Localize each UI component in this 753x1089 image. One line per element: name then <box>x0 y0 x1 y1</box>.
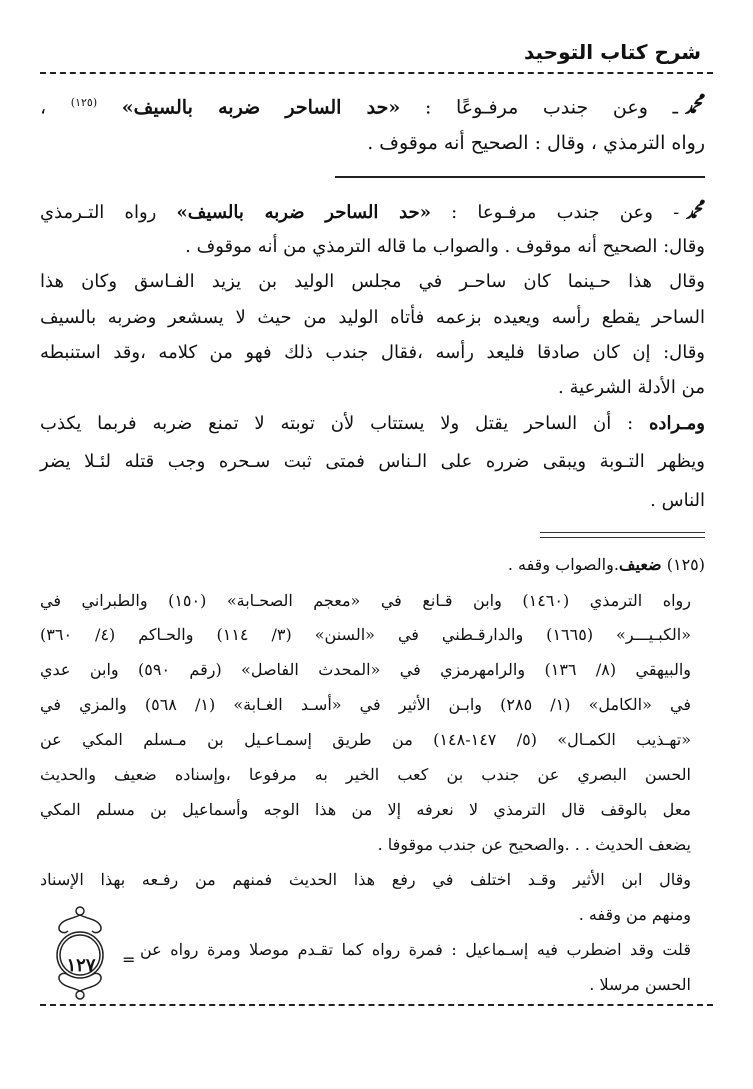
header-dashed-rule <box>40 72 713 74</box>
commentary-line-3: وقال هذا حـينما كان ساحـر في مجلس الوليد بن يزيد الفـاسق وكان هذا <box>40 271 705 292</box>
quote-prefix: ـ وعن جندب مرفـوعًا : <box>424 96 679 119</box>
footnote-line-5: في «الكامل» (١/ ٢٨٥) وابـن الأثير في «أسـد الغـابة» (١/ ٥٦٨) والمزي في <box>40 695 691 714</box>
footnote-line-4: والبيهقي (٨/ ١٣٦) والرامهرمزي في «المحدث الفاصل» (رقم ٥٩٠) وابن عدي <box>40 660 691 679</box>
quote-line-1 <box>40 88 705 122</box>
commentary-line-1 <box>40 198 705 228</box>
commentary-line-7-rest: : أن الساحر يقتل ولا يستتاب لأن توبته لا تمنع ضربه فربما يكذب <box>40 413 634 434</box>
footnote-number: (١٢٥) <box>666 555 705 574</box>
hadith-marker-icon: ﷴ <box>684 96 705 119</box>
commentary-line-4: الساحر يقطع رأسه ويعيده بزعمه فأتاه الوليد من حيث لا يسشعر وضربه بالسيف <box>40 307 705 328</box>
commentary-label: ومـراده <box>649 413 705 434</box>
commentary-line-8: ويظهر التـوبة ويبقى ضرره على الـناس فمتى ثبت سـحره وجب قتله لئـلا يضر <box>40 451 705 472</box>
footnote-line-13: الحسن مرسلا . <box>589 975 691 994</box>
footnote-line-2: رواه الترمذي (١٤٦٠) وابن قـانع في «معجم الصحـابة» (١٥٠) والطبراني في <box>40 591 692 610</box>
footnote-grade: ضعيف <box>618 555 662 574</box>
commentary-hadith-text: «حد الساحر ضربه بالسيف» <box>176 202 431 223</box>
footer-dashed-rule <box>40 1004 713 1006</box>
footnote-line-8: معل بالوقف قال الترمذي لا نعرفه إلا من هذا الوجه وأسماعيل بن مسلم المكي <box>40 800 691 819</box>
page-number-ornament-icon <box>50 905 110 1001</box>
hadith-marker-icon-2: ﷴ <box>685 202 705 223</box>
commentary-line-5: وقال: إن كان صادقا فليعد رأسه ،فقال جندب ذلك فهو من كلامه ،وقد استنبطه <box>40 342 705 363</box>
continuation-mark: = <box>122 950 136 969</box>
footnote-line-3: «الكبـيـــر» (١٦٦٥) والدارقـطني في «السنن» (٣/ ١١٤) والحـاكم (٤/ ٣٦٠) <box>40 625 692 644</box>
page-number: ١٢٧ <box>66 955 96 976</box>
running-header-title: شرح كتاب التوحيد <box>523 40 701 64</box>
quote-separator-rule <box>335 176 705 178</box>
quote-line-2: رواه الترمذي ، وقال : الصحيح أنه موقوف . <box>367 132 705 154</box>
footnote-line-1-rest: .والصواب وقفه . <box>507 555 619 574</box>
footnote-line-10: وقال ابن الأثير وقـد اختلف في رفع هذا الحديث فمنهم من رفـعه بهذا الإسناد <box>40 870 691 889</box>
quote-hadith-text: «حد الساحر ضربه بالسيف» <box>121 96 401 119</box>
quote-suffix: ، <box>40 96 47 119</box>
commentary-line-7 <box>40 409 705 439</box>
footnote-line-1 <box>40 550 705 580</box>
footnote-line-9: يضعف الحديث . . .والصحيح عن جندب موقوفا . <box>377 835 691 854</box>
commentary-line-9: الناس . <box>650 490 705 511</box>
commentary-prefix: - وعن جندب مرفـوعا : <box>451 202 680 223</box>
footnote-line-12: قلت وقد اضطرب فيه إسـماعيل : فمرة رواه كما تقـدم موصلا ومرة رواه عن <box>140 940 691 959</box>
commentary-line-6: من الأدلة الشرعية . <box>558 377 705 398</box>
footnote-line-7: الحسن البصري عن جندب بن كعب الخير به مرفوعا ،وإسناده ضعيف والحديث <box>40 765 691 784</box>
footnote-ref: (١٢٥) <box>70 96 98 109</box>
commentary-line-2: وقال: الصحيح أنه موقوف . والصواب ما قاله الترمذي من أنه موقوف . <box>185 236 705 257</box>
footnote-line-6: «تهـذيب الكمـال» (٥/ ١٤٧-١٤٨) من طريق إسمـاعـيل بن مـسلم المكي عن <box>40 730 692 749</box>
footnote-separator-rule <box>540 532 705 538</box>
footnote-line-11: ومنهم من وقفه . <box>578 905 691 924</box>
commentary-suffix: رواه التـرمذي <box>40 202 157 223</box>
